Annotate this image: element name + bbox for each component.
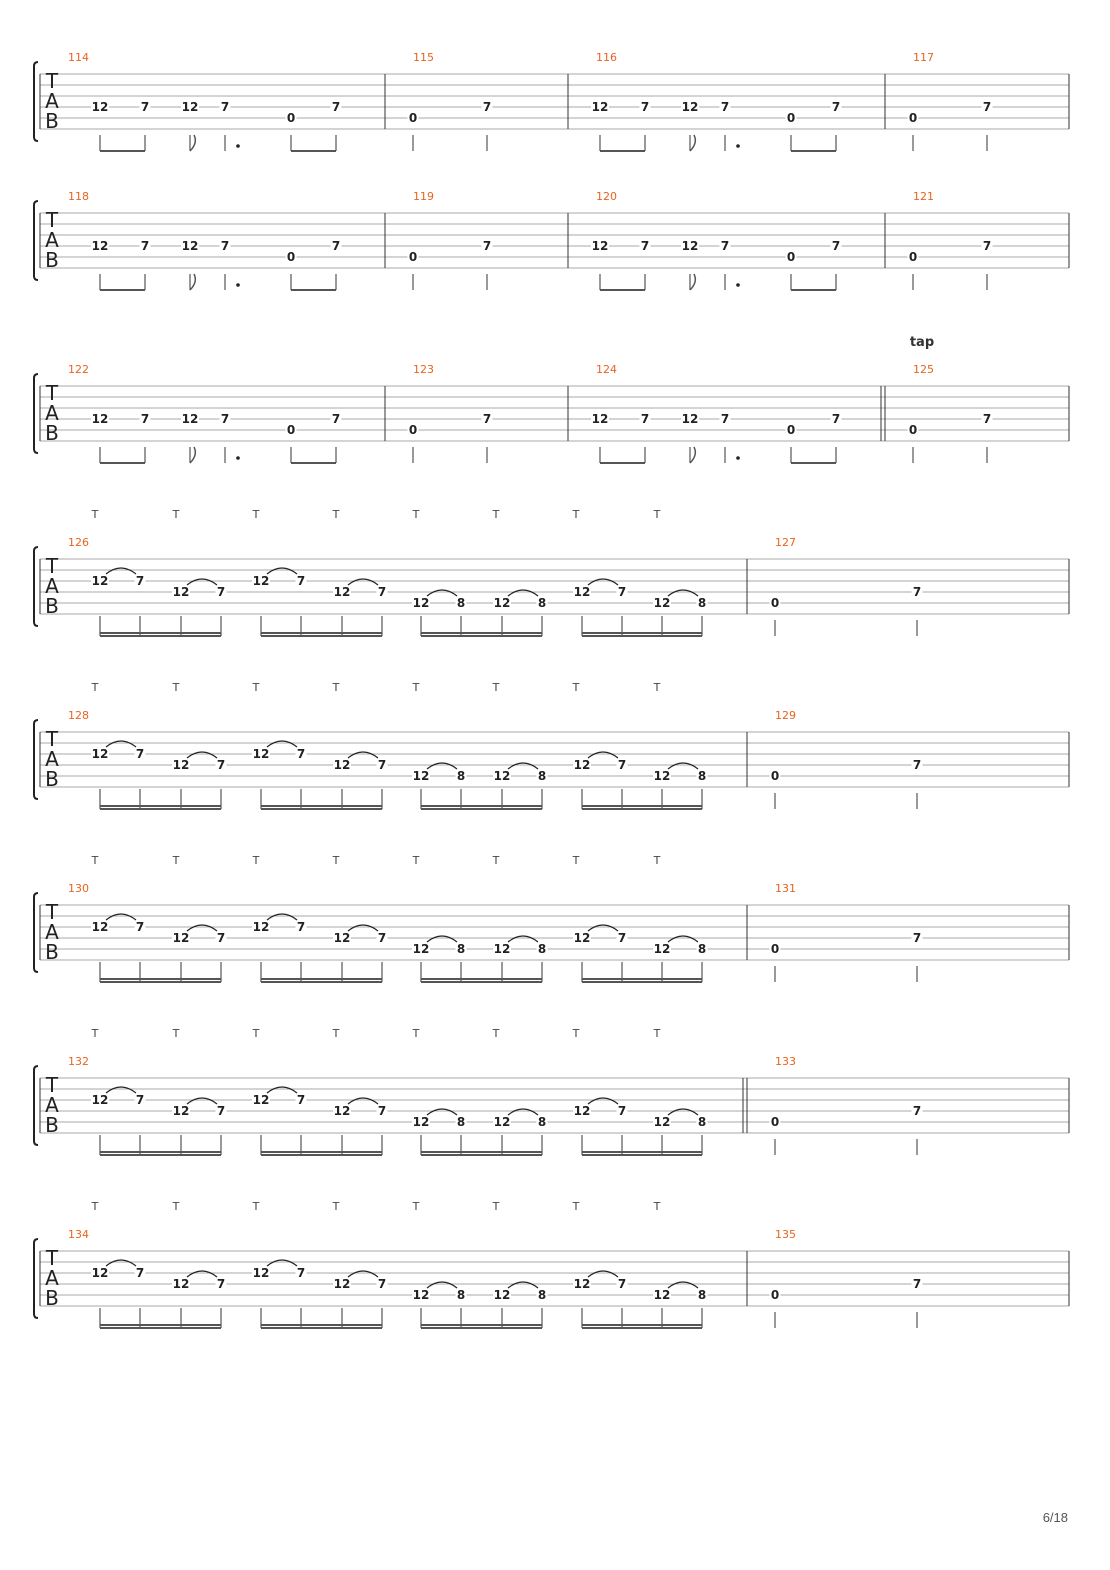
tab-clef-letter: A (45, 401, 59, 425)
fret-number: 0 (786, 250, 796, 264)
measure-number: 126 (68, 536, 89, 549)
measure-number: 134 (68, 1228, 89, 1241)
fret-number: 0 (286, 250, 296, 264)
hammer-slur (508, 1109, 538, 1115)
system-bracket (34, 62, 38, 141)
fret-number: 7 (377, 1104, 387, 1118)
hammer-slur (187, 1098, 217, 1104)
hammer-slur (508, 1282, 538, 1288)
fret-number: 12 (333, 931, 351, 945)
fret-number: 12 (91, 574, 109, 588)
tap-marker: T (492, 1200, 500, 1213)
tap-marker: T (91, 1027, 99, 1040)
fret-number: 7 (296, 747, 306, 761)
tab-clef-letter: B (45, 940, 59, 964)
tap-marker: T (91, 681, 99, 694)
measure-number: 115 (413, 51, 434, 64)
fret-number: 7 (220, 239, 230, 253)
tap-marker: T (572, 1027, 580, 1040)
tap-marker: T (91, 1200, 99, 1213)
tap-marker: T (332, 681, 340, 694)
fret-number: 12 (172, 585, 190, 599)
fret-number: 0 (770, 1288, 780, 1302)
fret-number: 0 (786, 423, 796, 437)
system-bracket (34, 720, 38, 799)
measure-number: 128 (68, 709, 89, 722)
tap-marker: T (332, 508, 340, 521)
fret-number: 7 (216, 1104, 226, 1118)
hammer-slur (508, 936, 538, 942)
note-flag (690, 447, 695, 463)
fret-number: 7 (377, 585, 387, 599)
fret-number: 12 (91, 412, 109, 426)
tap-marker: T (492, 1027, 500, 1040)
fret-number: 0 (770, 769, 780, 783)
fret-number: 7 (912, 585, 922, 599)
measure-number: 124 (596, 363, 617, 376)
measure-number: 130 (68, 882, 89, 895)
tab-clef-letter: T (45, 554, 59, 578)
fret-number: 8 (697, 1115, 707, 1129)
note-flag (190, 135, 195, 151)
fret-number: 12 (493, 1288, 511, 1302)
fret-number: 7 (720, 412, 730, 426)
fret-number: 7 (296, 1093, 306, 1107)
system-bracket (34, 374, 38, 453)
measure-number: 120 (596, 190, 617, 203)
fret-number: 12 (91, 920, 109, 934)
dot-mark (236, 456, 240, 460)
measure-number: 131 (775, 882, 796, 895)
dot-mark (736, 283, 740, 287)
fret-number: 12 (573, 758, 591, 772)
fret-number: 12 (681, 239, 699, 253)
fret-number: 7 (216, 585, 226, 599)
fret-number: 0 (408, 250, 418, 264)
fret-number: 7 (982, 100, 992, 114)
measure-number: 129 (775, 709, 796, 722)
fret-number: 7 (216, 1277, 226, 1291)
measure-number: 119 (413, 190, 434, 203)
measure-number: 116 (596, 51, 617, 64)
fret-number: 7 (831, 412, 841, 426)
hammer-slur (106, 1087, 136, 1093)
fret-number: 12 (252, 574, 270, 588)
tap-marker: T (172, 508, 180, 521)
system-bracket (34, 1066, 38, 1145)
fret-number: 12 (333, 1277, 351, 1291)
tab-clef-letter: B (45, 421, 59, 445)
hammer-slur (187, 1271, 217, 1277)
tap-marker: T (653, 1200, 661, 1213)
measure-number: 135 (775, 1228, 796, 1241)
fret-number: 12 (333, 1104, 351, 1118)
fret-number: 7 (331, 239, 341, 253)
fret-number: 0 (770, 596, 780, 610)
fret-number: 7 (640, 412, 650, 426)
tap-marker: T (91, 508, 99, 521)
fret-number: 7 (982, 239, 992, 253)
hammer-slur (348, 925, 378, 931)
fret-number: 12 (573, 585, 591, 599)
fret-number: 8 (537, 596, 547, 610)
fret-number: 7 (135, 574, 145, 588)
fret-number: 12 (412, 1115, 430, 1129)
hammer-slur (508, 763, 538, 769)
fret-number: 7 (720, 239, 730, 253)
hammer-slur (348, 752, 378, 758)
fret-number: 0 (786, 111, 796, 125)
fret-number: 7 (331, 100, 341, 114)
hammer-slur (427, 936, 457, 942)
fret-number: 8 (537, 1288, 547, 1302)
tab-clef-letter: A (45, 747, 59, 771)
fret-number: 7 (617, 931, 627, 945)
fret-number: 7 (220, 100, 230, 114)
tap-marker: T (653, 854, 661, 867)
tab-clef-letter: B (45, 248, 59, 272)
note-flag (690, 274, 695, 290)
fret-number: 7 (482, 100, 492, 114)
fret-number: 7 (296, 574, 306, 588)
fret-number: 12 (591, 100, 609, 114)
fret-number: 7 (831, 239, 841, 253)
hammer-slur (187, 579, 217, 585)
fret-number: 12 (91, 747, 109, 761)
fret-number: 12 (412, 942, 430, 956)
fret-number: 7 (617, 1277, 627, 1291)
tab-clef-letter: T (45, 208, 59, 232)
measure-number: 122 (68, 363, 89, 376)
measure-number: 114 (68, 51, 89, 64)
fret-number: 7 (617, 758, 627, 772)
fret-number: 0 (770, 942, 780, 956)
fret-number: 12 (333, 585, 351, 599)
hammer-slur (508, 590, 538, 596)
fret-number: 8 (697, 1288, 707, 1302)
hammer-slur (267, 1260, 297, 1266)
fret-number: 0 (286, 111, 296, 125)
hammer-slur (187, 925, 217, 931)
system-bracket (34, 893, 38, 972)
hammer-slur (427, 1282, 457, 1288)
hammer-slur (267, 741, 297, 747)
hammer-slur (348, 1098, 378, 1104)
tap-marker: T (653, 1027, 661, 1040)
hammer-slur (187, 752, 217, 758)
tab-clef-letter: B (45, 594, 59, 618)
note-flag (690, 135, 695, 151)
hammer-slur (668, 763, 698, 769)
fret-number: 7 (912, 1277, 922, 1291)
fret-number: 7 (296, 920, 306, 934)
fret-number: 8 (456, 1115, 466, 1129)
hammer-slur (588, 1098, 618, 1104)
tap-marker: T (172, 1027, 180, 1040)
tab-clef-letter: B (45, 1286, 59, 1310)
fret-number: 12 (653, 1288, 671, 1302)
tap-marker: T (412, 681, 420, 694)
tap-marker: T (332, 1027, 340, 1040)
dot-mark (736, 144, 740, 148)
fret-number: 7 (135, 920, 145, 934)
tab-clef-letter: T (45, 381, 59, 405)
fret-number: 8 (537, 942, 547, 956)
fret-number: 12 (653, 596, 671, 610)
tap-marker: T (332, 854, 340, 867)
fret-number: 12 (252, 1266, 270, 1280)
hammer-slur (668, 1282, 698, 1288)
fret-number: 0 (770, 1115, 780, 1129)
system-bracket (34, 547, 38, 626)
fret-number: 12 (653, 1115, 671, 1129)
fret-number: 8 (537, 1115, 547, 1129)
measure-number: 127 (775, 536, 796, 549)
note-flag (190, 447, 195, 463)
tab-clef-letter: T (45, 1246, 59, 1270)
hammer-slur (427, 1109, 457, 1115)
dot-mark (236, 283, 240, 287)
fret-number: 8 (537, 769, 547, 783)
fret-number: 12 (681, 412, 699, 426)
hammer-slur (348, 579, 378, 585)
fret-number: 12 (172, 931, 190, 945)
tab-clef-letter: A (45, 920, 59, 944)
fret-number: 7 (331, 412, 341, 426)
tab-clef-letter: B (45, 109, 59, 133)
fret-number: 7 (912, 931, 922, 945)
tab-clef-letter: B (45, 767, 59, 791)
tap-marker: T (492, 681, 500, 694)
fret-number: 12 (653, 942, 671, 956)
hammer-slur (588, 925, 618, 931)
tap-marker: T (572, 854, 580, 867)
tap-marker: T (332, 1200, 340, 1213)
fret-number: 8 (697, 942, 707, 956)
fret-number: 8 (697, 596, 707, 610)
tap-marker: T (492, 854, 500, 867)
fret-number: 7 (482, 239, 492, 253)
fret-number: 8 (456, 942, 466, 956)
fret-number: 7 (640, 100, 650, 114)
tab-clef-letter: T (45, 69, 59, 93)
measure-number: 123 (413, 363, 434, 376)
fret-number: 7 (296, 1266, 306, 1280)
fret-number: 8 (456, 1288, 466, 1302)
fret-number: 7 (720, 100, 730, 114)
tab-clef-letter: A (45, 574, 59, 598)
fret-number: 7 (912, 758, 922, 772)
fret-number: 7 (617, 585, 627, 599)
fret-number: 12 (172, 758, 190, 772)
hammer-slur (267, 1087, 297, 1093)
system-bracket (34, 1239, 38, 1318)
fret-number: 7 (377, 1277, 387, 1291)
fret-number: 7 (482, 412, 492, 426)
tap-marker: T (91, 854, 99, 867)
fret-number: 12 (172, 1104, 190, 1118)
tab-clef-letter: T (45, 900, 59, 924)
fret-number: 12 (573, 931, 591, 945)
fret-number: 12 (91, 1093, 109, 1107)
fret-number: 0 (408, 111, 418, 125)
fret-number: 7 (135, 747, 145, 761)
fret-number: 8 (697, 769, 707, 783)
fret-number: 7 (377, 758, 387, 772)
fret-number: 12 (91, 239, 109, 253)
fret-number: 12 (252, 920, 270, 934)
tab-clef-letter: A (45, 228, 59, 252)
fret-number: 7 (216, 931, 226, 945)
page-number: 6/18 (1042, 1510, 1068, 1525)
fret-number: 12 (573, 1104, 591, 1118)
tap-annotation: tap (909, 335, 935, 350)
fret-number: 12 (591, 412, 609, 426)
measure-number: 118 (68, 190, 89, 203)
fret-number: 12 (181, 412, 199, 426)
hammer-slur (267, 568, 297, 574)
fret-number: 12 (172, 1277, 190, 1291)
fret-number: 7 (135, 1093, 145, 1107)
fret-number: 0 (908, 250, 918, 264)
tap-marker: T (492, 508, 500, 521)
tap-marker: T (412, 1200, 420, 1213)
dot-mark (736, 456, 740, 460)
hammer-slur (588, 1271, 618, 1277)
hammer-slur (588, 579, 618, 585)
fret-number: 12 (412, 596, 430, 610)
tap-marker: T (172, 854, 180, 867)
tap-marker: T (252, 508, 260, 521)
fret-number: 7 (220, 412, 230, 426)
tap-marker: T (653, 508, 661, 521)
tap-marker: T (412, 1027, 420, 1040)
tab-clef-letter: T (45, 1073, 59, 1097)
system-bracket (34, 201, 38, 280)
fret-number: 12 (573, 1277, 591, 1291)
measure-number: 133 (775, 1055, 796, 1068)
tap-marker: T (412, 508, 420, 521)
fret-number: 12 (591, 239, 609, 253)
fret-number: 0 (908, 423, 918, 437)
fret-number: 7 (140, 100, 150, 114)
tab-clef-letter: T (45, 727, 59, 751)
fret-number: 7 (982, 412, 992, 426)
fret-number: 12 (91, 100, 109, 114)
fret-number: 12 (181, 239, 199, 253)
tap-marker: T (252, 1027, 260, 1040)
hammer-slur (106, 741, 136, 747)
dot-mark (236, 144, 240, 148)
fret-number: 7 (640, 239, 650, 253)
tab-clef-letter: A (45, 1266, 59, 1290)
fret-number: 0 (408, 423, 418, 437)
tap-marker: T (252, 681, 260, 694)
tap-marker: T (572, 508, 580, 521)
hammer-slur (427, 763, 457, 769)
fret-number: 12 (412, 1288, 430, 1302)
fret-number: 12 (653, 769, 671, 783)
hammer-slur (668, 1109, 698, 1115)
hammer-slur (427, 590, 457, 596)
tap-marker: T (653, 681, 661, 694)
tap-marker: T (252, 854, 260, 867)
fret-number: 8 (456, 769, 466, 783)
fret-number: 7 (140, 412, 150, 426)
tap-marker: T (172, 1200, 180, 1213)
fret-number: 7 (377, 931, 387, 945)
tab-clef-letter: B (45, 1113, 59, 1137)
hammer-slur (106, 568, 136, 574)
fret-number: 0 (286, 423, 296, 437)
fret-number: 12 (493, 596, 511, 610)
hammer-slur (588, 752, 618, 758)
note-flag (190, 274, 195, 290)
fret-number: 12 (252, 1093, 270, 1107)
hammer-slur (106, 914, 136, 920)
fret-number: 7 (140, 239, 150, 253)
tap-marker: T (252, 1200, 260, 1213)
fret-number: 7 (216, 758, 226, 772)
hammer-slur (267, 914, 297, 920)
fret-number: 12 (681, 100, 699, 114)
measure-number: 117 (913, 51, 934, 64)
fret-number: 7 (617, 1104, 627, 1118)
hammer-slur (668, 936, 698, 942)
fret-number: 7 (912, 1104, 922, 1118)
tap-marker: T (572, 681, 580, 694)
fret-number: 0 (908, 111, 918, 125)
hammer-slur (668, 590, 698, 596)
tap-marker: T (172, 681, 180, 694)
fret-number: 12 (493, 942, 511, 956)
fret-number: 8 (456, 596, 466, 610)
fret-number: 12 (252, 747, 270, 761)
fret-number: 12 (91, 1266, 109, 1280)
measure-number: 132 (68, 1055, 89, 1068)
hammer-slur (348, 1271, 378, 1277)
hammer-slur (106, 1260, 136, 1266)
tab-clef-letter: A (45, 1093, 59, 1117)
tab-clef-letter: A (45, 89, 59, 113)
fret-number: 7 (135, 1266, 145, 1280)
fret-number: 12 (493, 1115, 511, 1129)
fret-number: 7 (831, 100, 841, 114)
fret-number: 12 (333, 758, 351, 772)
measure-number: 125 (913, 363, 934, 376)
fret-number: 12 (412, 769, 430, 783)
measure-number: 121 (913, 190, 934, 203)
fret-number: 12 (493, 769, 511, 783)
fret-number: 12 (181, 100, 199, 114)
tap-marker: T (412, 854, 420, 867)
tap-marker: T (572, 1200, 580, 1213)
